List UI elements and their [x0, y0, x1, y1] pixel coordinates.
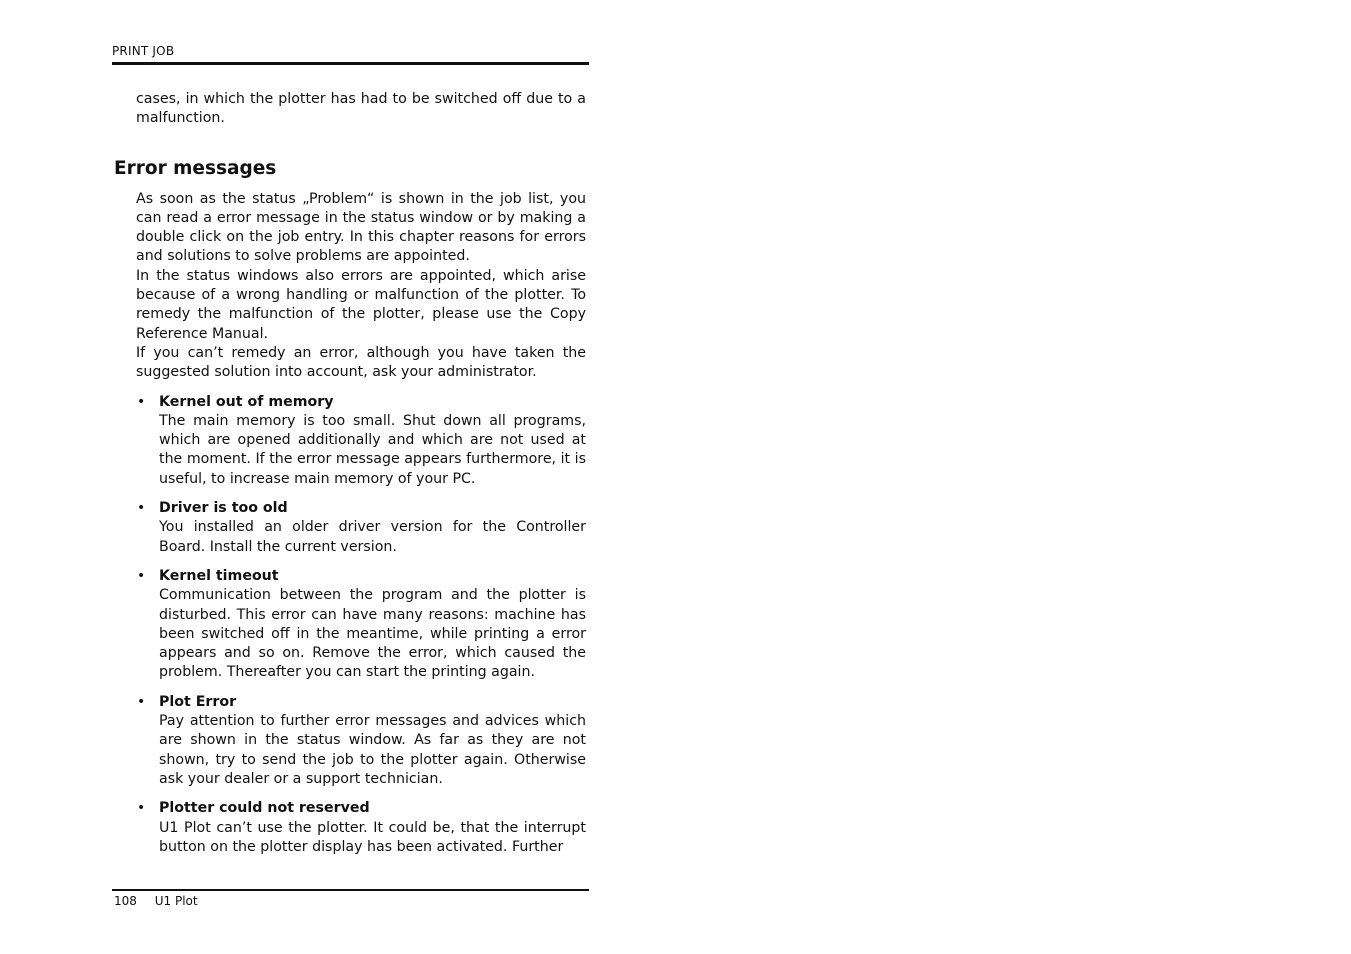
error-list-item	[112, 567, 586, 683]
page-number: 108	[114, 894, 137, 908]
error-description: U1 Plot can’t use the plotter. It could be, that the interrupt button on the plotter display has been activated. Further	[159, 819, 586, 855]
error-list-item	[112, 693, 586, 789]
bullet-icon: •	[137, 567, 146, 584]
error-title: Kernel timeout	[159, 567, 279, 584]
bullet-icon: •	[137, 393, 146, 410]
error-list-item	[112, 499, 586, 557]
header-rule	[112, 62, 589, 65]
section-heading: Error messages	[114, 157, 277, 179]
product-name: U1 Plot	[154, 894, 198, 908]
error-title: Driver is too old	[159, 500, 288, 517]
error-list-item	[112, 799, 586, 857]
document-page	[112, 0, 589, 954]
bullet-icon: •	[137, 500, 146, 517]
footer-rule	[112, 889, 589, 891]
page-content	[112, 90, 589, 867]
error-description: You installed an older driver version for the Controller Board. Install the current version.	[159, 519, 586, 555]
error-title: Kernel out of memory	[159, 393, 334, 410]
intro-paragraph: cases, in which the plotter has had to be switched off due to a malfunction.	[136, 91, 586, 127]
page-footer	[114, 894, 198, 908]
paragraph: As soon as the status „Problem“ is shown in the job list, you can read a error message in the status window or by making a double click on the job entry. In this chapter reasons for errors and solutions to solve problems are appointed.	[136, 190, 586, 265]
error-title: Plotter could not reserved	[159, 800, 370, 817]
error-title: Plot Error	[159, 693, 237, 710]
error-description: Pay attention to further error messages and advices which are shown in the status window. As far as they are not shown, try to send the job to the plotter again. Otherwise ask your dealer or a support technician.	[159, 713, 586, 787]
bullet-icon: •	[137, 800, 146, 817]
paragraph: In the status windows also errors are appointed, which arise because of a wrong handling or malfunction of the plotter. To remedy the malfunction of the plotter, please use the Copy Reference Manual.	[136, 267, 586, 342]
bullet-icon: •	[137, 693, 146, 710]
running-header: PRINT JOB	[112, 44, 175, 58]
error-description: The main memory is too small. Shut down all programs, which are opened additionally and which are not used at the moment. If the error message appears furthermore, it is useful, to increase main memory of your PC.	[159, 412, 586, 487]
error-description: Communication between the program and the plotter is disturbed. This error can have many reasons: machine has been switched off in the meantime, while printing a error appears and so on. Remove the error, which caused the problem. Thereafter you can start the printing again.	[159, 587, 586, 681]
error-list-item	[112, 393, 586, 489]
error-list	[112, 393, 589, 858]
paragraph: If you can’t remedy an error, although you have taken the suggested solution into account, ask your administrator.	[136, 344, 586, 381]
